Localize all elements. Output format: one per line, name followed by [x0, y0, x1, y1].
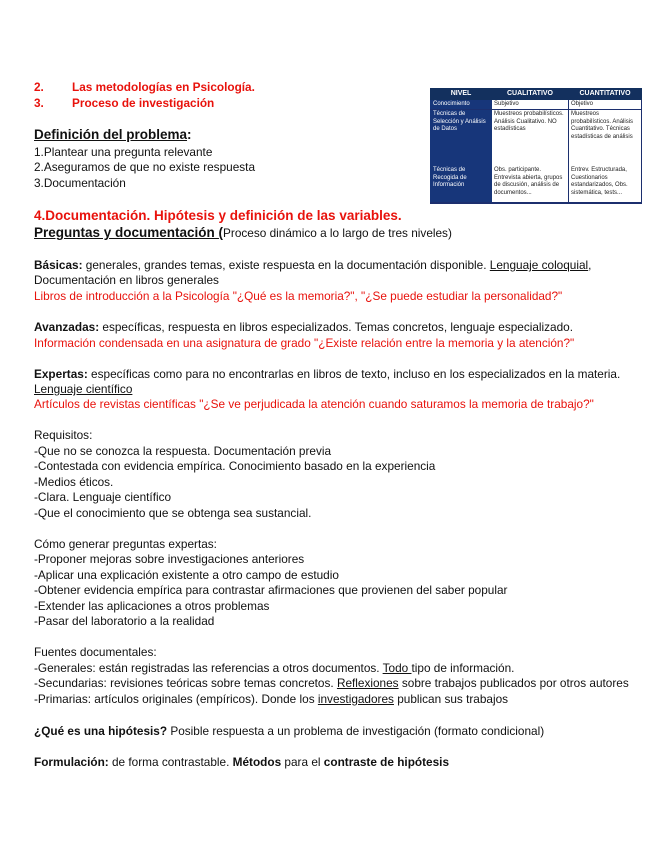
basicas-example: Libros de introducción a la Psicología "¿Qué es la memoria?", "¿Se puede estudiar la personalidad?"	[34, 289, 563, 303]
hipotesis-line	[34, 724, 544, 739]
table-cell: Muestreos probabilísticos. Análisis Cuantitativo. Técnicas estadísticas de análisis	[569, 110, 642, 167]
formulacion-contraste: contraste de hipótesis	[323, 755, 450, 769]
definicion-title-text: Definición del problema	[34, 127, 188, 142]
fuentes-primarias-a: -Primarias: artículos originales (empíricos). Donde los	[34, 692, 318, 706]
list-item: 2.Aseguramos de que no existe respuesta	[34, 160, 256, 174]
fuentes-primarias	[34, 692, 508, 707]
table-row	[431, 166, 642, 203]
section-4-subtitle	[34, 224, 452, 242]
heading-3	[34, 96, 215, 111]
list-item: -Contestada con evidencia empírica. Conocimiento basado en la experiencia	[34, 459, 436, 473]
table-cell: Técnicas de Recogida de Información	[431, 166, 492, 203]
fuentes-generales-a: -Generales: están registradas las referencias a otros documentos.	[34, 661, 383, 675]
formulacion-text-a: de forma contrastable.	[108, 755, 233, 769]
requisitos-title: Requisitos:	[34, 428, 93, 442]
heading-2	[34, 80, 255, 95]
fuentes-title: Fuentes documentales:	[34, 645, 157, 659]
list-item: 3.Documentación	[34, 176, 126, 190]
basicas-text: generales, grandes temas, existe respuesta en la documentación disponible.	[82, 258, 490, 272]
table-row	[431, 110, 642, 167]
formulacion-line	[34, 755, 449, 770]
fuentes-generales-b: tipo de información.	[411, 661, 515, 675]
section-4-note: Proceso dinámico a lo largo de tres niveles)	[223, 226, 452, 240]
table-header-cell: CUALITATIVO	[492, 89, 569, 100]
fuentes-primarias-u: investigadores	[317, 692, 394, 706]
list-item: -Proponer mejoras sobre investigaciones anteriores	[34, 552, 305, 566]
table-cell: Objetivo	[569, 99, 642, 110]
section-4-subtitle-text: Preguntas y documentación	[34, 225, 219, 240]
avanzadas-label: Avanzadas:	[34, 320, 100, 334]
expertas-label: Expertas:	[34, 367, 88, 381]
table-cell: Entrev. Estructurada, Cuestionarios estandarizados, Obs. sistemática, tests...	[569, 166, 642, 203]
fuentes-generales-u: Todo	[382, 661, 412, 675]
table-cell: Técnicas de Selección y Análisis de Datos	[431, 110, 492, 167]
list-item: -Obtener evidencia empírica para contrastar afirmaciones que provienen del saber popular	[34, 583, 508, 597]
basicas-link: Lenguaje coloquial	[489, 258, 589, 272]
heading-3-number: 3.	[34, 96, 44, 110]
fuentes-generales	[34, 661, 514, 676]
fuentes-primarias-b: publican sus trabajos	[393, 692, 509, 706]
basicas-tail: ,	[588, 258, 592, 272]
list-item: -Que no se conozca la respuesta. Documentación previa	[34, 444, 332, 458]
list-item: -Que el conocimiento que se obtenga sea sustancial.	[34, 506, 312, 520]
table-cell: Conocimiento	[431, 99, 492, 110]
list-item: 1.Plantear una pregunta relevante	[34, 145, 213, 159]
formulacion-label: Formulación:	[34, 755, 109, 769]
expertas-text: específicas como para no encontrarlas en libros de texto, incluso en los especializados en la materia.	[87, 367, 621, 381]
fuentes-secundarias	[34, 676, 629, 691]
table-header-cell: CUANTITATIVO	[569, 89, 642, 100]
table-cell: Subjetivo	[492, 99, 569, 110]
list-item: -Pasar del laboratorio a la realidad	[34, 614, 215, 628]
fuentes-secundarias-u: Reflexiones	[336, 676, 399, 690]
heading-3-text: Proceso de investigación	[72, 96, 215, 110]
avanzadas-line	[34, 320, 573, 335]
definicion-title	[34, 126, 192, 143]
table-cell: Obs. participante. Entrevista abierta, grupos de discusión, análisis de documentos...	[492, 166, 569, 203]
formulacion-metodos: Métodos	[232, 755, 282, 769]
methods-comparison-table	[430, 88, 642, 204]
basicas-label: Básicas:	[34, 258, 83, 272]
table-header-cell: NIVEL	[431, 89, 492, 100]
hipotesis-text: Posible respuesta a un problema de investigación (formato condicional)	[167, 724, 545, 738]
list-item: -Extender las aplicaciones a otros problemas	[34, 599, 270, 613]
formulacion-text-b: para el	[281, 755, 324, 769]
avanzadas-example: Información condensada en una asignatura de grado "¿Existe relación entre la memoria y la atención?"	[34, 336, 575, 350]
table-header-row	[431, 89, 642, 100]
expertas-example: Artículos de revistas científicas "¿Se ve perjudicada la atención cuando saturamos la memoria de trabajo?"	[34, 397, 594, 411]
list-item: -Clara. Lenguaje científico	[34, 490, 172, 504]
section-4-title: 4.Documentación. Hipótesis y definición de las variables.	[34, 208, 402, 223]
fuentes-secundarias-b: sobre trabajos publicados por otros autores	[398, 676, 629, 690]
heading-2-text: Las metodologías en Psicología.	[72, 80, 255, 94]
avanzadas-text: específicas, respuesta en libros especializados. Temas concretos, lenguaje especializado.	[99, 320, 574, 334]
definicion-colon: :	[187, 127, 192, 142]
fuentes-secundarias-a: -Secundarias: revisiones teóricas sobre temas concretos.	[34, 676, 337, 690]
basicas-line-2: Documentación en libros generales	[34, 273, 219, 287]
hipotesis-label: ¿Qué es una hipótesis?	[34, 724, 168, 738]
expertas-link: Lenguaje científico	[34, 382, 133, 396]
table-row	[431, 99, 642, 110]
section-4-paren: (	[218, 225, 224, 240]
list-item: -Aplicar una explicación existente a otro campo de estudio	[34, 568, 339, 582]
generar-title: Cómo generar preguntas expertas:	[34, 537, 217, 551]
basicas-line	[34, 258, 591, 273]
expertas-line	[34, 367, 620, 382]
table-cell: Muestreos probabilísticos. Análisis Cualitativo. NO estadísticas	[492, 110, 569, 167]
list-item: -Medios éticos.	[34, 475, 114, 489]
heading-2-number: 2.	[34, 80, 44, 94]
